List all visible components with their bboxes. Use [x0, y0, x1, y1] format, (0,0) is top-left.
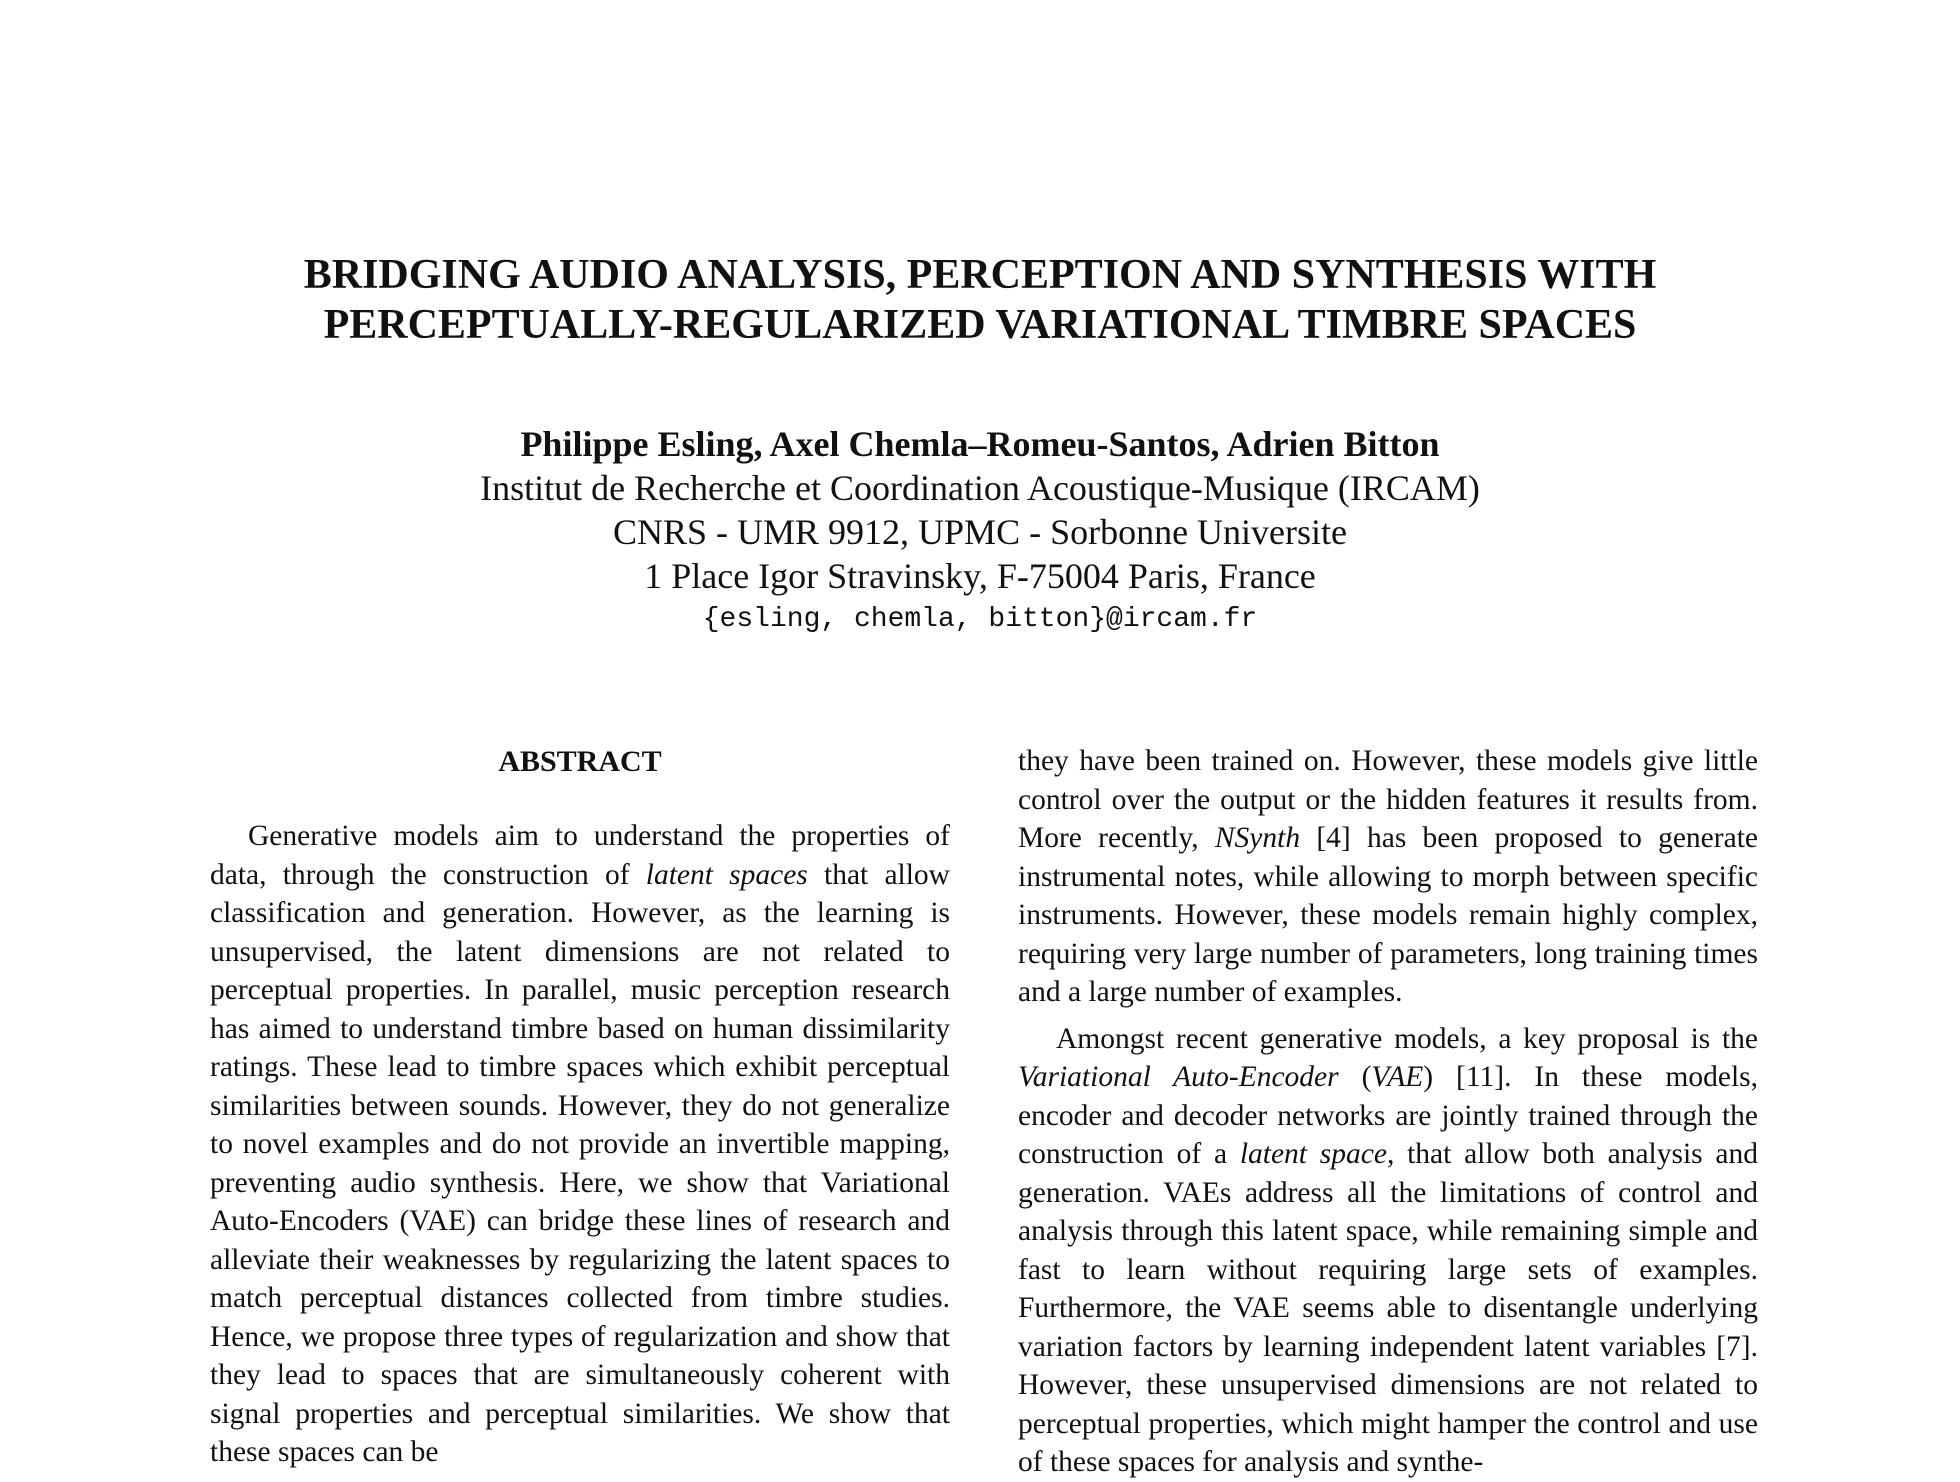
intro-p2-emphasis-3: latent space	[1239, 1138, 1387, 1170]
affiliation-line-1: Institut de Recherche et Coordination Acoustique-Musique (IRCAM)	[480, 468, 1480, 508]
author-email: {esling, chemla, bitton}@ircam.fr	[702, 604, 1258, 635]
affiliation-line-2: CNRS - UMR 9912, UPMC - Sorbonne Universite	[612, 512, 1348, 552]
intro-p1-emphasis: NSynth	[1214, 822, 1301, 854]
intro-paragraph-1	[1018, 742, 1758, 1012]
abstract-heading: ABSTRACT	[498, 745, 662, 778]
left-column	[210, 742, 950, 1472]
intro-p2-text-2: (	[1338, 1061, 1372, 1093]
right-column	[1018, 742, 1758, 1482]
abstract-text-2: that allow classification and generation. However, as the learning is unsupervised, the latent dimensions are not related to perceptual properties. In parallel, music perception research has aimed to understand timbre based on human dissimilarity ratings. These lead to timbre spaces which exhibit perceptual similarities between sounds. However, they do not generalize to novel examples and do not provide an invertible mapping, preventing audio synthesis. Here, we show that Variational Auto-Encoders (VAE) can bridge these lines of research and alleviate their weaknesses by regularizing the latent spaces to match perceptual distances collected from timbre studies. Hence, we propose three types of regularization and show that they lead to spaces that are simultaneously coherent with signal properties and perceptual similarities. We show that these spaces can be	[210, 858, 950, 1468]
affiliation-line-3: 1 Place Igor Stravinsky, F-75004 Paris, France	[644, 556, 1316, 596]
author-names: Philippe Esling, Axel Chemla–Romeu-Santos, Adrien Bitton	[520, 424, 1440, 464]
intro-p1-text-2: [4] has been proposed to generate instrumental notes, while allowing to morph between specific instruments. However, these models remain highly complex, requiring very large number of parameters, long training times and a large number of examples.	[1018, 822, 1758, 1008]
intro-p1-text-1: they have been trained on. However, these models give little control over the output or the hidden features it results from. More recently,	[1018, 745, 1758, 854]
intro-p2-text-4: , that allow both analysis and generation. VAEs address all the limitations of control and analysis through this latent space, while remaining simple and fast to learn without requiring large sets of examples. Furthermore, the VAE seems able to disentangle underlying variation factors by learning independent latent variables [7]. However, these unsupervised dimensions are not related to perceptual properties, which might hamper the control and use of these spaces for analysis and synthe-	[1018, 1138, 1759, 1478]
intro-p2-emphasis-2: VAE	[1371, 1061, 1424, 1093]
title-line-1: BRIDGING AUDIO ANALYSIS, PERCEPTION AND SYNTHESIS WITH	[303, 252, 1657, 298]
abstract-emphasis: latent spaces	[645, 858, 808, 891]
intro-p2-text-3: ) [11]. In these models, encoder and decoder networks are jointly trained through the construction of a	[1018, 1061, 1758, 1170]
abstract-text-1: Generative models aim to understand the properties of data, through the construction of	[210, 820, 950, 891]
author-block	[0, 422, 1960, 640]
intro-paragraph-2	[1018, 1020, 1758, 1482]
title-line-2: PERCEPTUALLY-REGULARIZED VARIATIONAL TIMBRE SPACES	[323, 302, 1637, 348]
intro-p2-text-1: Amongst recent generative models, a key proposal is the	[1056, 1022, 1758, 1055]
abstract-paragraph	[210, 817, 950, 1472]
paper-title	[0, 250, 1960, 350]
intro-p2-emphasis-1: Variational Auto-Encoder	[1018, 1061, 1339, 1093]
